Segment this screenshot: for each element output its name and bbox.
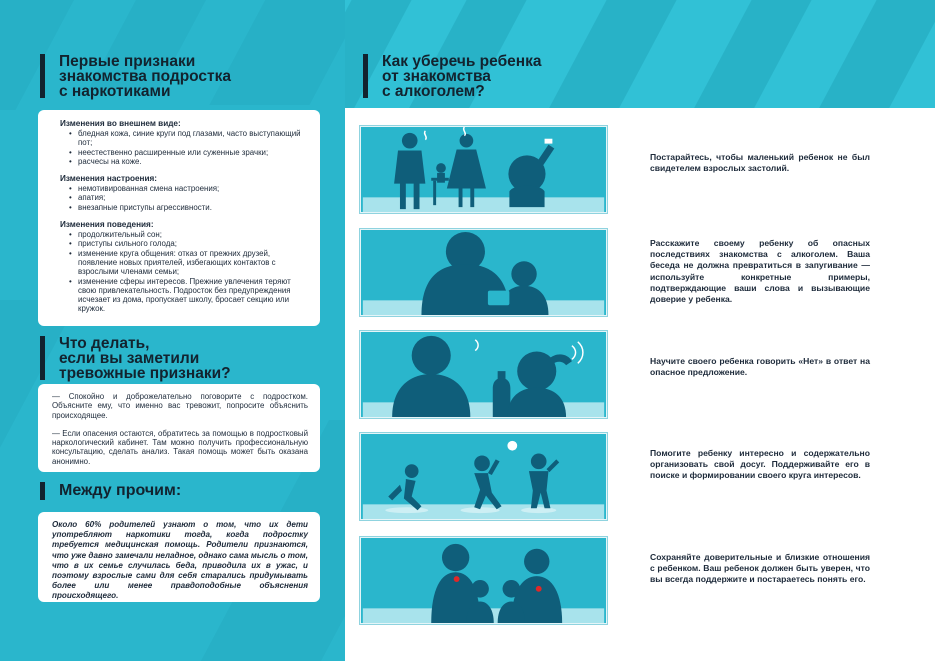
signs-list-item: • апатия; [78, 193, 308, 202]
signs-list-item: • изменение круга общения: отказ от прежних друзей, появление новых приятелей, избегающих контактов с взрослыми членами семьи; [78, 249, 308, 277]
heading-what-to-do: Что делать, если вы заметили тревожные признаки? [40, 336, 231, 381]
signs-card [38, 110, 320, 326]
left-column [0, 0, 345, 661]
kids-playing-ball-icon [361, 434, 606, 519]
tip-2-text: Расскажите своему ребенку об опасных последствиях знакомства с алкоголем. Ваша беседа не должна превратиться в запугивание — используйте конкретные примеры, подтверждающие ваши слова и вызывающие доверие у ребенка. [650, 238, 870, 305]
signs-list [60, 230, 308, 314]
adults-drinking-child-icon [361, 127, 606, 212]
parent-talking-child-icon [361, 230, 606, 315]
tip-3-text: Научите своего ребенка говорить «Нет» в ответ на опасное предложение. [650, 356, 870, 378]
tip-5-text: Сохраняйте доверительные и близкие отношения с ребенком. Ваш ребенок должен быть уверен, что вы всегда поддержите и постараетесь понять его. [650, 552, 870, 585]
family-hearts-icon [361, 538, 606, 623]
illustration-kids-playing [360, 433, 607, 520]
heading-first-signs: Первые признаки знакомства подростка с наркотиками [40, 54, 231, 99]
advice-talk: — Спокойно и доброжелательно поговорите с подростком. Объясните ему, что именно вас тревожит, попросите объяснить происходящее. [52, 392, 308, 420]
refusing-bottle-icon [361, 332, 606, 417]
signs-list-item: • бледная кожа, синие круги под глазами, часто выступающий пот; [78, 129, 308, 148]
signs-list-item: • расчесы на коже. [78, 157, 308, 166]
what-to-do-card [38, 384, 320, 472]
tip-4-text: Помогите ребенку интересно и содержательно организовать свой досуг. Поддерживайте его в поиске и формировании своего круга интересов. [650, 448, 870, 481]
signs-section-title: Изменения настроения: [60, 174, 157, 184]
signs-list-item: • продолжительный сон; [78, 230, 308, 239]
heading-protect-child: Как уберечь ребенка от знакомства с алкоголем? [363, 54, 542, 99]
note-card [38, 512, 320, 602]
signs-list-item: • немотивированная смена настроения; [78, 184, 308, 193]
tip-1-text: Постарайтесь, чтобы маленький ребенок не был свидетелем взрослых застолий. [650, 152, 870, 174]
signs-list-item: • изменение сферы интересов. Прежние увлечения теряют свою привлекательность. Подросток без предупреждения исчезает из дома, пропускает школу, бросает секцию или кружок. [78, 277, 308, 314]
signs-list-item: • внезапные приступы агрессивности. [78, 203, 308, 212]
right-column [345, 0, 935, 661]
signs-section-title: Изменения поведения: [60, 220, 154, 230]
illustration-adults-drinking [360, 126, 607, 213]
signs-list [60, 184, 308, 212]
illustration-refusing-bottle [360, 331, 607, 418]
heading-by-the-way: Между прочим: [40, 482, 181, 500]
advice-clinic: — Если опасения остаются, обратитесь за помощью в подростковый наркологический кабинет. Там можно получить профессиональную консультацию, сделать анализ. Такая помощь может быть оказана анонимно. [52, 428, 308, 466]
signs-list-item: • неестественно расширенные или суженные зрачки; [78, 148, 308, 157]
signs-section-title: Изменения во внешнем виде: [60, 119, 181, 128]
signs-list [60, 129, 308, 166]
signs-list-item: • приступы сильного голода; [78, 239, 308, 248]
note-text: Около 60% родителей узнают о том, что их дети употребляют наркотики тогда, когда подростку требуется медицинская помощь. Родители признаются, что уже давно замечали неладное, однако сама мысль о том, что в их семье случилась беда, приводила их в ужас, и поэтому взрослые сами для себя старались придумывать более или менее правдоподобные объяснения происходящего. [52, 520, 308, 601]
illustration-family [360, 537, 607, 624]
illustration-parent-talking [360, 229, 607, 316]
